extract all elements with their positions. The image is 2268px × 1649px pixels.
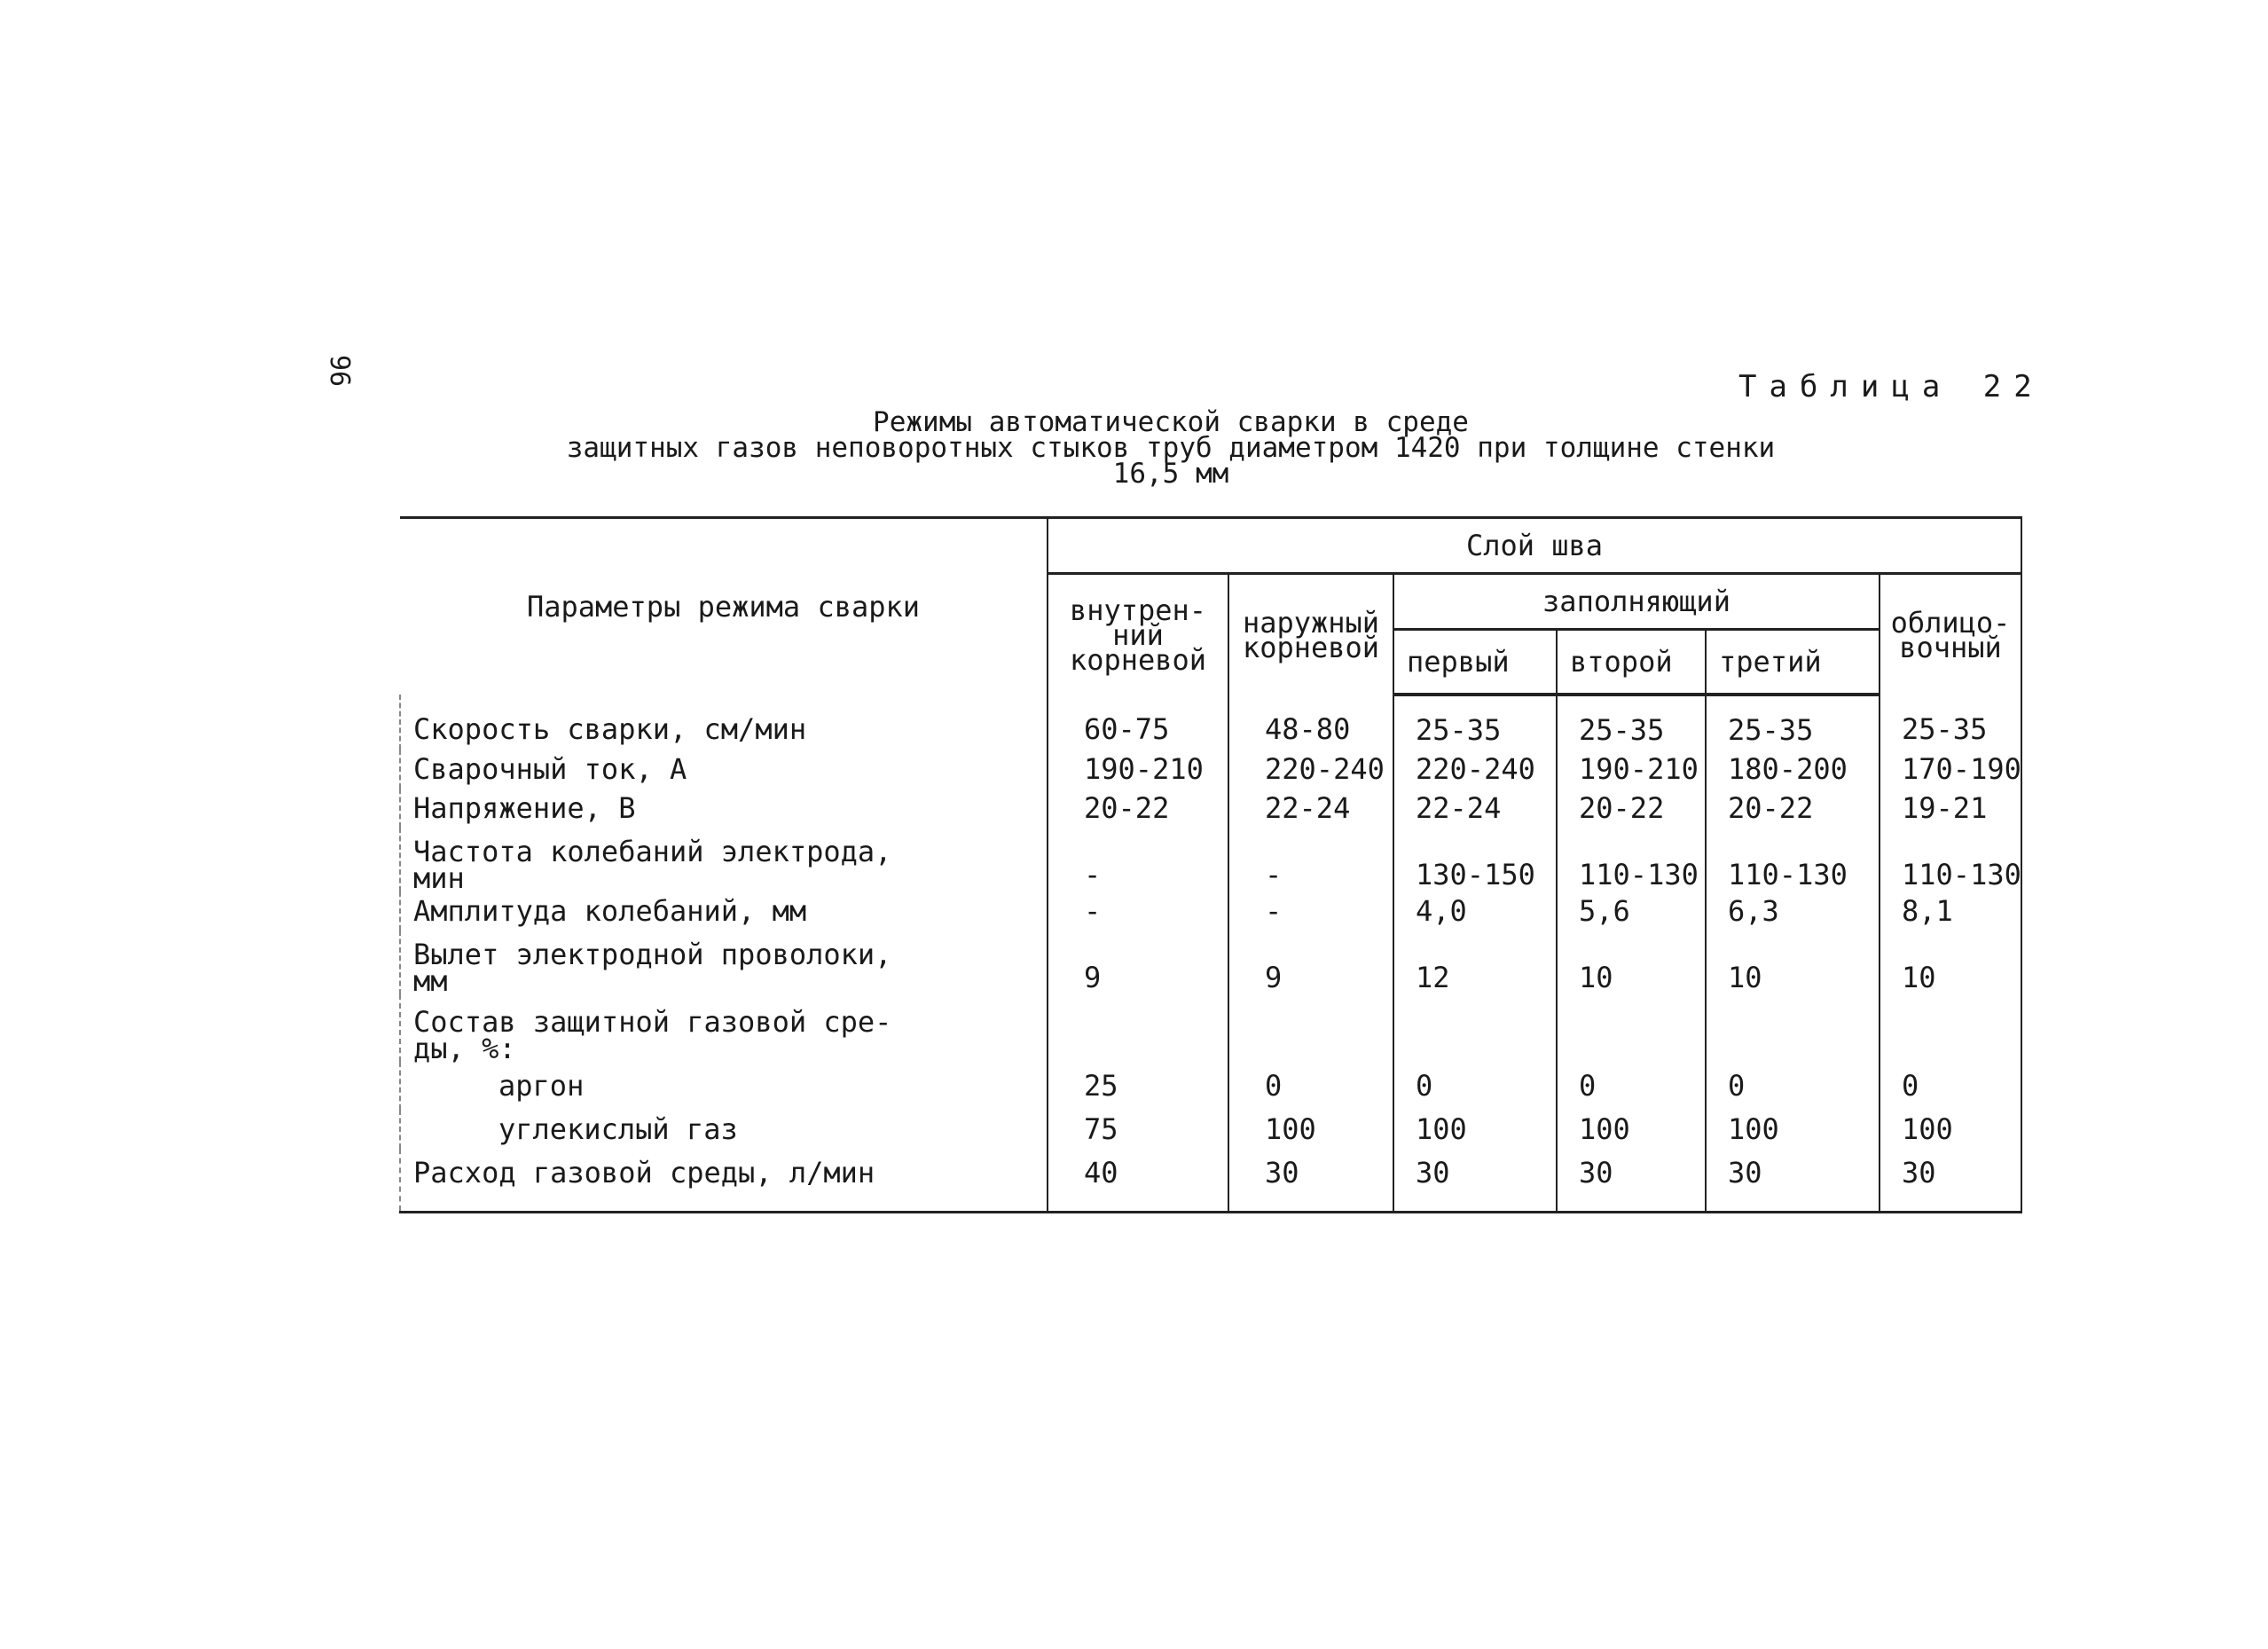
parameter-value: 40 (1048, 1149, 1228, 1213)
header-inner-root (1048, 574, 1228, 695)
caption-line-3: 16,5 мм (1112, 458, 1229, 490)
parameter-value: 30 (1706, 1149, 1880, 1213)
parameter-value: 0 (1557, 1062, 1706, 1110)
parameter-value: 48-80 (1228, 695, 1393, 750)
table-row (400, 891, 2021, 931)
parameter-value: 9 (1228, 931, 1393, 994)
parameter-value: 0 (1880, 1062, 2021, 1110)
header-weld-layer: Слой шва (1048, 518, 2021, 574)
parameter-name: Скорость сварки, см/мин (400, 695, 1048, 750)
caption-line-2: защитных газов неповоротных стыков труб диаметром 1420 при толщине стенки (566, 432, 1776, 464)
table-row (400, 1062, 2021, 1110)
table-row (400, 828, 2021, 891)
parameter-value: 6,3 (1706, 891, 1880, 931)
parameter-value: 20-22 (1557, 789, 1706, 828)
parameter-value: - (1228, 828, 1393, 891)
table-row (400, 750, 2021, 789)
welding-modes-table-wrapper (399, 516, 2021, 1213)
parameter-value: 5,6 (1557, 891, 1706, 931)
parameter-value: 75 (1048, 1110, 1228, 1149)
parameter-value: 0 (1228, 1062, 1393, 1110)
table-label: Таблица 22 (1738, 369, 2044, 404)
parameter-value: 25-35 (1557, 695, 1706, 750)
parameter-value: 22-24 (1228, 789, 1393, 828)
parameter-value: 20-22 (1048, 789, 1228, 828)
parameter-value: 180-200 (1706, 750, 1880, 789)
parameter-value (1880, 994, 2021, 1062)
parameter-value: 220-240 (1228, 750, 1393, 789)
parameter-value: 170-190 (1880, 750, 2021, 789)
parameter-value: - (1048, 828, 1228, 891)
parameter-name: аргон (400, 1062, 1048, 1110)
parameter-value: 25 (1048, 1062, 1228, 1110)
header-facing (1880, 574, 2021, 695)
welding-modes-table (399, 516, 2022, 1213)
caption-line-1: Режимы автоматической сварки в среде (873, 406, 1469, 438)
header-parameters: Параметры режима сварки (400, 518, 1048, 695)
parameter-value: 10 (1706, 931, 1880, 994)
parameter-value: 0 (1706, 1062, 1880, 1110)
parameter-value: 0 (1393, 1062, 1557, 1110)
parameter-value: 110-130 (1706, 828, 1880, 891)
parameter-value: 19-21 (1880, 789, 2021, 828)
parameter-value: 30 (1228, 1149, 1393, 1213)
parameter-name: Расход газовой среды, л/мин (400, 1149, 1048, 1213)
parameter-value: 8,1 (1880, 891, 2021, 931)
parameter-value: - (1228, 891, 1393, 931)
header-inner-root-text: внутрен- ний корневой (1069, 593, 1207, 677)
table-caption (532, 406, 1809, 490)
parameter-value: 12 (1393, 931, 1557, 994)
parameter-value: 110-130 (1880, 828, 2021, 891)
parameter-value: 100 (1706, 1110, 1880, 1149)
header-first: первый (1393, 630, 1557, 695)
parameter-value: 110-130 (1557, 828, 1706, 891)
parameter-value: 130-150 (1393, 828, 1557, 891)
parameter-value: 22-24 (1393, 789, 1557, 828)
table-row (400, 695, 2021, 750)
parameter-value (1706, 994, 1880, 1062)
table-row (400, 931, 2021, 994)
header-facing-text: облицо- вочный (1890, 605, 2011, 664)
parameter-value: 60-75 (1048, 695, 1228, 750)
parameter-value: 100 (1393, 1110, 1557, 1149)
table-body (400, 695, 2021, 1213)
table-row (400, 994, 2021, 1062)
parameter-value: 25-35 (1393, 695, 1557, 750)
parameter-value: 30 (1880, 1149, 2021, 1213)
table-row (400, 1149, 2021, 1213)
header-second: второй (1557, 630, 1706, 695)
table-row (400, 789, 2021, 828)
header-outer-root (1228, 574, 1393, 695)
parameter-value (1048, 994, 1228, 1062)
page-number: 96 (324, 355, 355, 388)
parameter-value: 25-35 (1706, 695, 1880, 750)
parameter-value: 30 (1393, 1149, 1557, 1213)
parameter-value: - (1048, 891, 1228, 931)
parameter-value: 10 (1557, 931, 1706, 994)
parameter-name: Амплитуда колебаний, мм (400, 891, 1048, 931)
parameter-value: 220-240 (1393, 750, 1557, 789)
parameter-name: Вылет электродной проволоки, мм (400, 931, 1048, 994)
parameter-name: Состав защитной газовой сре- ды, %: (400, 994, 1048, 1062)
parameter-value (1228, 994, 1393, 1062)
parameter-value: 100 (1557, 1110, 1706, 1149)
parameter-name: Сварочный ток, А (400, 750, 1048, 789)
parameter-name: Частота колебаний электрода, мин (400, 828, 1048, 891)
parameter-name: Напряжение, В (400, 789, 1048, 828)
parameter-value: 190-210 (1048, 750, 1228, 789)
table-row (400, 1110, 2021, 1149)
parameter-value: 20-22 (1706, 789, 1880, 828)
parameter-value: 9 (1048, 931, 1228, 994)
parameter-value: 100 (1228, 1110, 1393, 1149)
parameter-value: 10 (1880, 931, 2021, 994)
parameter-value: 25-35 (1880, 695, 2021, 750)
header-filling: заполняющий (1393, 574, 1880, 630)
parameter-name: углекислый газ (400, 1110, 1048, 1149)
header-outer-root-text: наружный корневой (1242, 605, 1380, 664)
header-third: третий (1706, 630, 1880, 695)
parameter-value: 4,0 (1393, 891, 1557, 931)
parameter-value (1393, 994, 1557, 1062)
parameter-value (1557, 994, 1706, 1062)
parameter-value: 30 (1557, 1149, 1706, 1213)
parameter-value: 100 (1880, 1110, 2021, 1149)
parameter-value: 190-210 (1557, 750, 1706, 789)
